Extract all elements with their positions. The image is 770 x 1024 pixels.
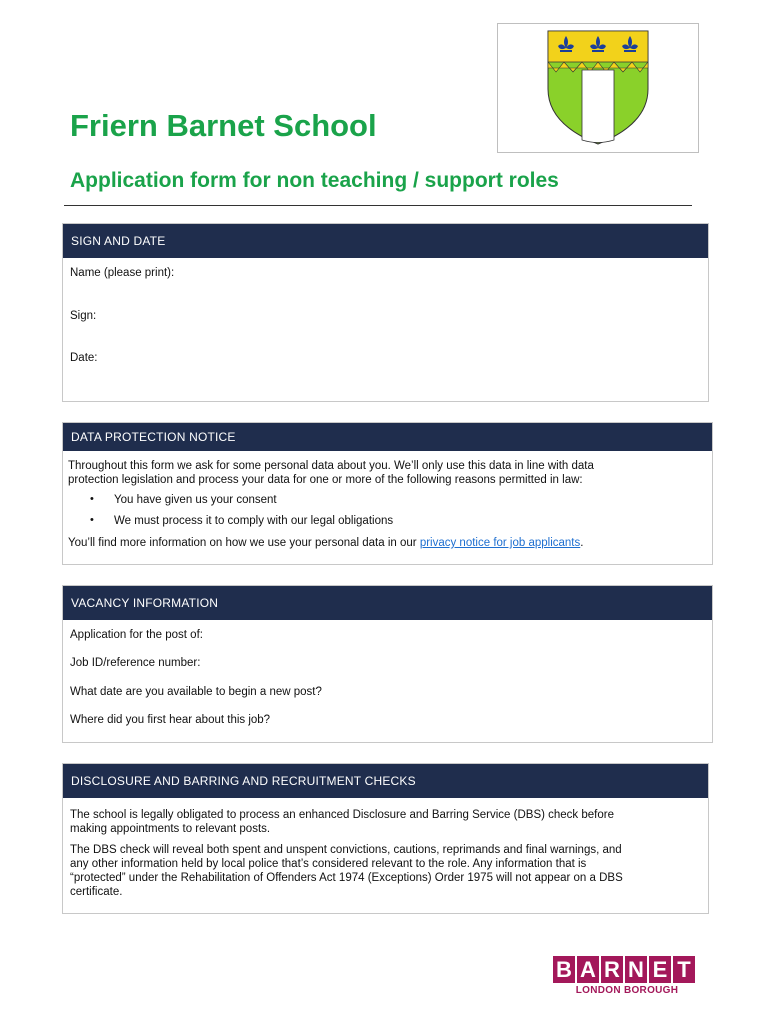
vacancy-section	[62, 585, 713, 743]
available-date-field-label: What date are you available to begin a new post?	[70, 686, 322, 698]
data-protection-intro	[68, 459, 708, 487]
vacancy-header: VACANCY INFORMATION	[63, 586, 712, 620]
data-protection-more-info	[68, 537, 583, 549]
logo-letter: A	[577, 956, 599, 983]
logo-letter: R	[601, 956, 623, 983]
job-id-field-label: Job ID/reference number:	[70, 657, 201, 669]
bullet-icon: •	[90, 514, 94, 526]
dbs-paragraph-1	[70, 808, 705, 836]
data-protection-header: DATA PROTECTION NOTICE	[63, 423, 712, 451]
data-protection-intro-line2: protection legislation and process your data for one or more of the following reasons permitted in law:	[68, 474, 583, 486]
date-field-label: Date:	[70, 352, 98, 364]
school-name: Friern Barnet School	[70, 108, 377, 143]
bullet-consent: You have given us your consent	[114, 494, 277, 506]
logo-letter: B	[553, 956, 575, 983]
dbs-p2-line1: The DBS check will reveal both spent and unspent convictions, cautions, reprimands and final warnings, and	[70, 844, 622, 856]
sign-field-label: Sign:	[70, 310, 97, 322]
data-protection-intro-line1: Throughout this form we ask for some personal data about you. We’ll only use this data in line with data	[68, 460, 594, 472]
privacy-notice-link[interactable]: privacy notice for job applicants	[419, 537, 581, 549]
school-crest-icon	[498, 24, 698, 152]
sign-and-date-header: SIGN AND DATE	[63, 224, 708, 258]
school-crest-frame	[497, 23, 699, 153]
barnet-london-borough-logo	[553, 956, 701, 1000]
more-info-prefix: You’ll find more information on how we use your personal data in our	[68, 537, 420, 549]
bullet-icon: •	[90, 493, 94, 505]
sign-and-date-section	[62, 223, 709, 402]
dbs-paragraph-2	[70, 843, 705, 899]
form-title: Application form for non teaching / support roles	[70, 169, 559, 192]
post-field-label: Application for the post of:	[70, 629, 203, 641]
data-protection-section	[62, 422, 713, 565]
logo-letter: E	[649, 956, 671, 983]
bullet-legal-obligations: We must process it to comply with our legal obligations	[114, 515, 394, 527]
dbs-p2-line4: certificate.	[70, 886, 123, 898]
title-divider	[64, 205, 692, 206]
dbs-p1-line1: The school is legally obligated to process an enhanced Disclosure and Barring Service (DBS) check before	[70, 809, 614, 821]
more-info-suffix: .	[580, 537, 584, 549]
logo-letter: T	[673, 956, 695, 983]
logo-subtitle: LONDON BOROUGH	[575, 985, 679, 996]
dbs-p2-line2: any other information held by local police that’s considered relevant to the role. Any information that is	[70, 858, 587, 870]
dbs-p1-line2: making appointments to relevant posts.	[70, 823, 271, 835]
name-field-label: Name (please print):	[70, 267, 175, 279]
logo-letter: N	[625, 956, 647, 983]
hear-about-job-field-label: Where did you first hear about this job?	[70, 714, 271, 726]
dbs-p2-line3: “protected” under the Rehabilitation of Offenders Act 1974 (Exceptions) Order 1975 will not appear on a DBS	[70, 872, 623, 884]
dbs-section	[62, 763, 709, 914]
dbs-header: DISCLOSURE AND BARRING AND RECRUITMENT CHECKS	[63, 764, 708, 798]
